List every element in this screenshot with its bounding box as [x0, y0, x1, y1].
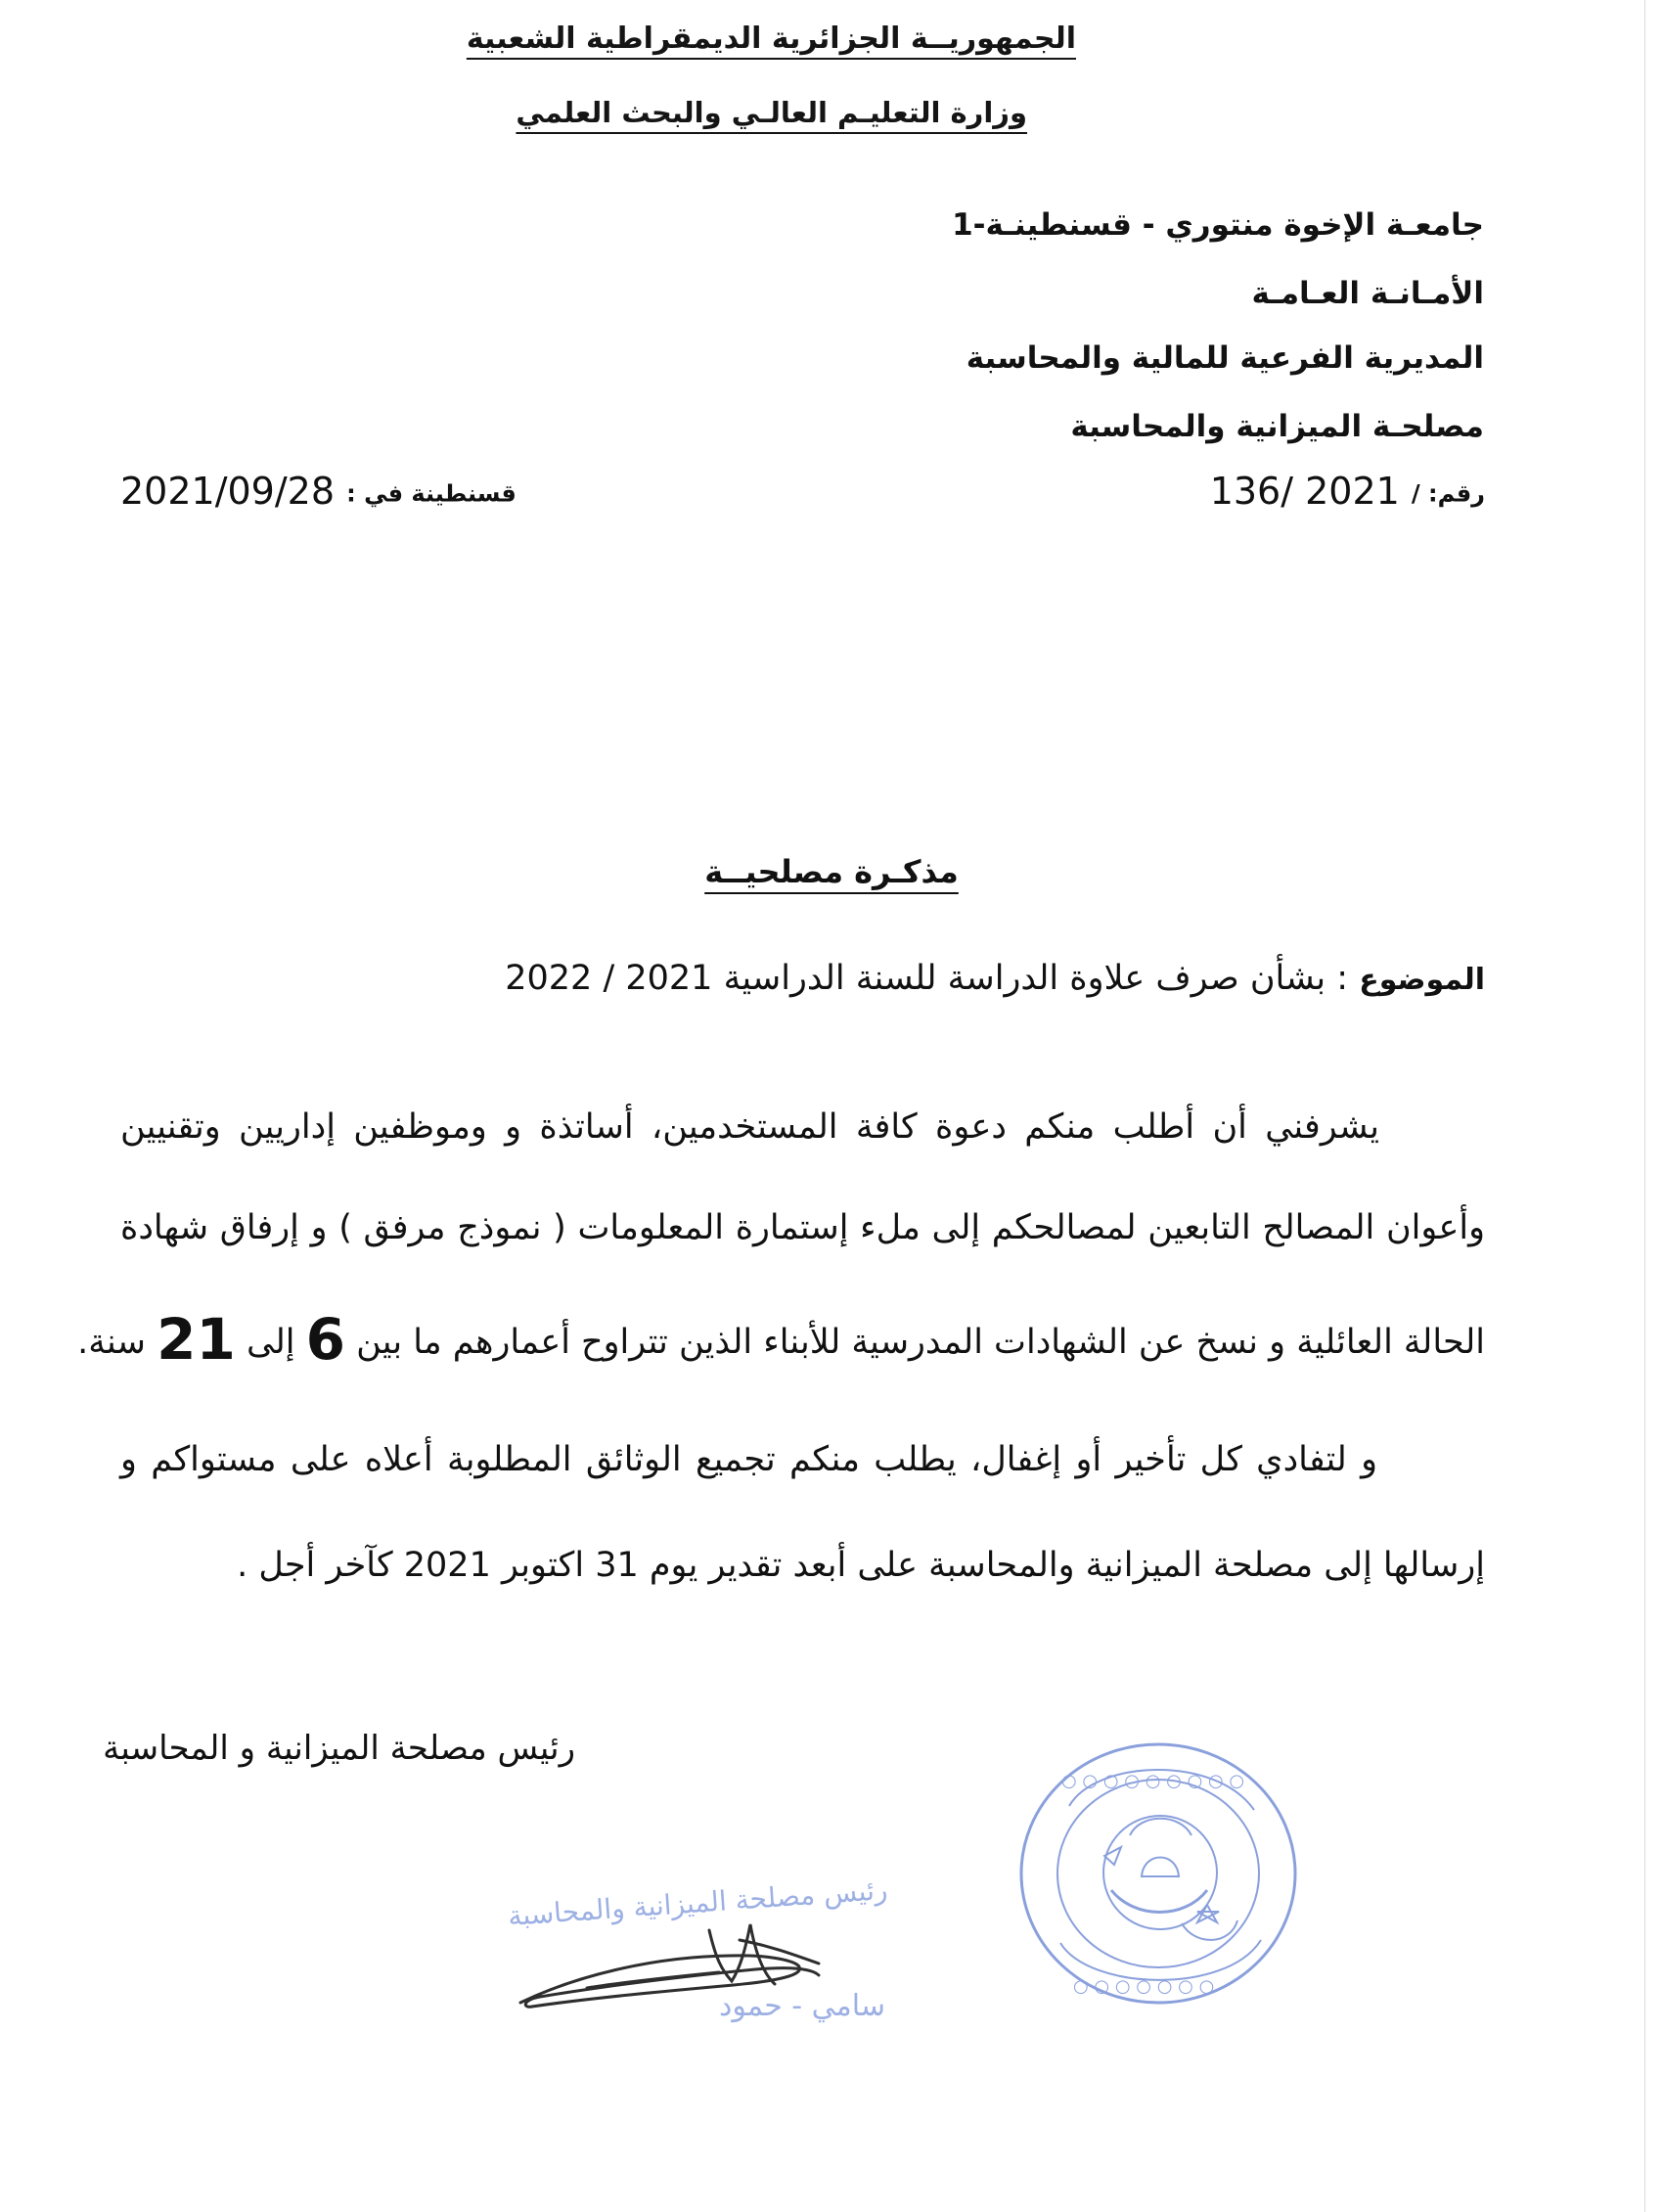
page-edge-line: [1644, 0, 1645, 2212]
subject-line: [505, 959, 1485, 998]
svg-text:سامي - حمود: سامي - حمود: [719, 1989, 885, 2023]
svg-text:○ ○ ○ ○ ○ ○ ○ ○ ○: ○ ○ ○ ○ ○ ○ ○ ○ ○: [1061, 1771, 1245, 1791]
reference-row: [120, 470, 1485, 528]
budget-service: مصلحـة الميزانية والمحاسبة: [1070, 409, 1484, 444]
general-secretariat: الأمـانـة العـامـة: [1251, 276, 1484, 311]
reference-value: 2021 /136: [1209, 470, 1400, 513]
reference-number-block: [1210, 470, 1485, 513]
subject-text: : بشأن صرف علاوة الدراسة للسنة الدراسية 2021 / 2022: [505, 959, 1349, 998]
body-paragraph-line-2: وأعوان المصالح التابعين لمصالحكم إلى ملء إستمارة المعلومات ( نموذج مرفق ) و إرفاق شهادة: [120, 1208, 1485, 1247]
line3-prefix: الحالة العائلية و نسخ عن الشهادات المدرسية للأبناء الذين تتراوح أعمارهم ما بين: [356, 1323, 1485, 1362]
university-name: جامعـة الإخوة منتوري - قسنطينـة-1: [952, 207, 1484, 243]
finance-directorate: المديرية الفرعية للمالية والمحاسبة: [966, 340, 1484, 376]
official-round-stamp: [988, 1726, 1330, 2024]
line3-suffix: سنة.: [77, 1323, 146, 1362]
subject-label: الموضوع: [1359, 963, 1485, 997]
body-paragraph-line-3: [77, 1306, 1485, 1373]
svg-text:○ ○ ○ ○ ○ ○ ○: ○ ○ ○ ○ ○ ○ ○: [1073, 1976, 1215, 1997]
age-to: 21: [157, 1306, 236, 1373]
signatory-title: رئيس مصلحة الميزانية و المحاسبة: [103, 1729, 575, 1768]
age-from: 6: [305, 1306, 346, 1373]
republic-header: الجمهوريــة الجزائرية الديمقراطية الشعبية: [466, 22, 1076, 56]
line3-mid: إلى: [246, 1323, 295, 1362]
svg-text:رئيس مصلحة الميزانية والمحاسبة: رئيس مصلحة الميزانية والمحاسبة: [507, 1873, 889, 1932]
handwritten-signature: [499, 1873, 978, 2079]
reference-label: رقم: /: [1411, 479, 1485, 508]
body-paragraph-line-1: يشرفني أن أطلب منكم دعوة كافة المستخدمين، أساتذة و وموظفين إداريين وتقنيين: [120, 1107, 1379, 1147]
date-value: 2021/09/28: [120, 470, 336, 513]
memo-title: مذكـرة مصلحيــة: [704, 853, 959, 890]
body-paragraph-line-4: و لتفادي كل تأخير أو إغفال، يطلب منكم تجميع الوثائق المطلوبة أعلاه على مستواكم و: [120, 1440, 1377, 1479]
ministry-header: وزارة التعليـم العالـي والبحث العلمي: [516, 96, 1027, 129]
date-block: [120, 470, 517, 513]
date-label: قسنطينة في :: [346, 479, 517, 508]
body-paragraph-line-5: إرسالها إلى مصلحة الميزانية والمحاسبة على أبعد تقدير يوم 31 اكتوبر 2021 كآخر أجل .: [237, 1546, 1485, 1585]
